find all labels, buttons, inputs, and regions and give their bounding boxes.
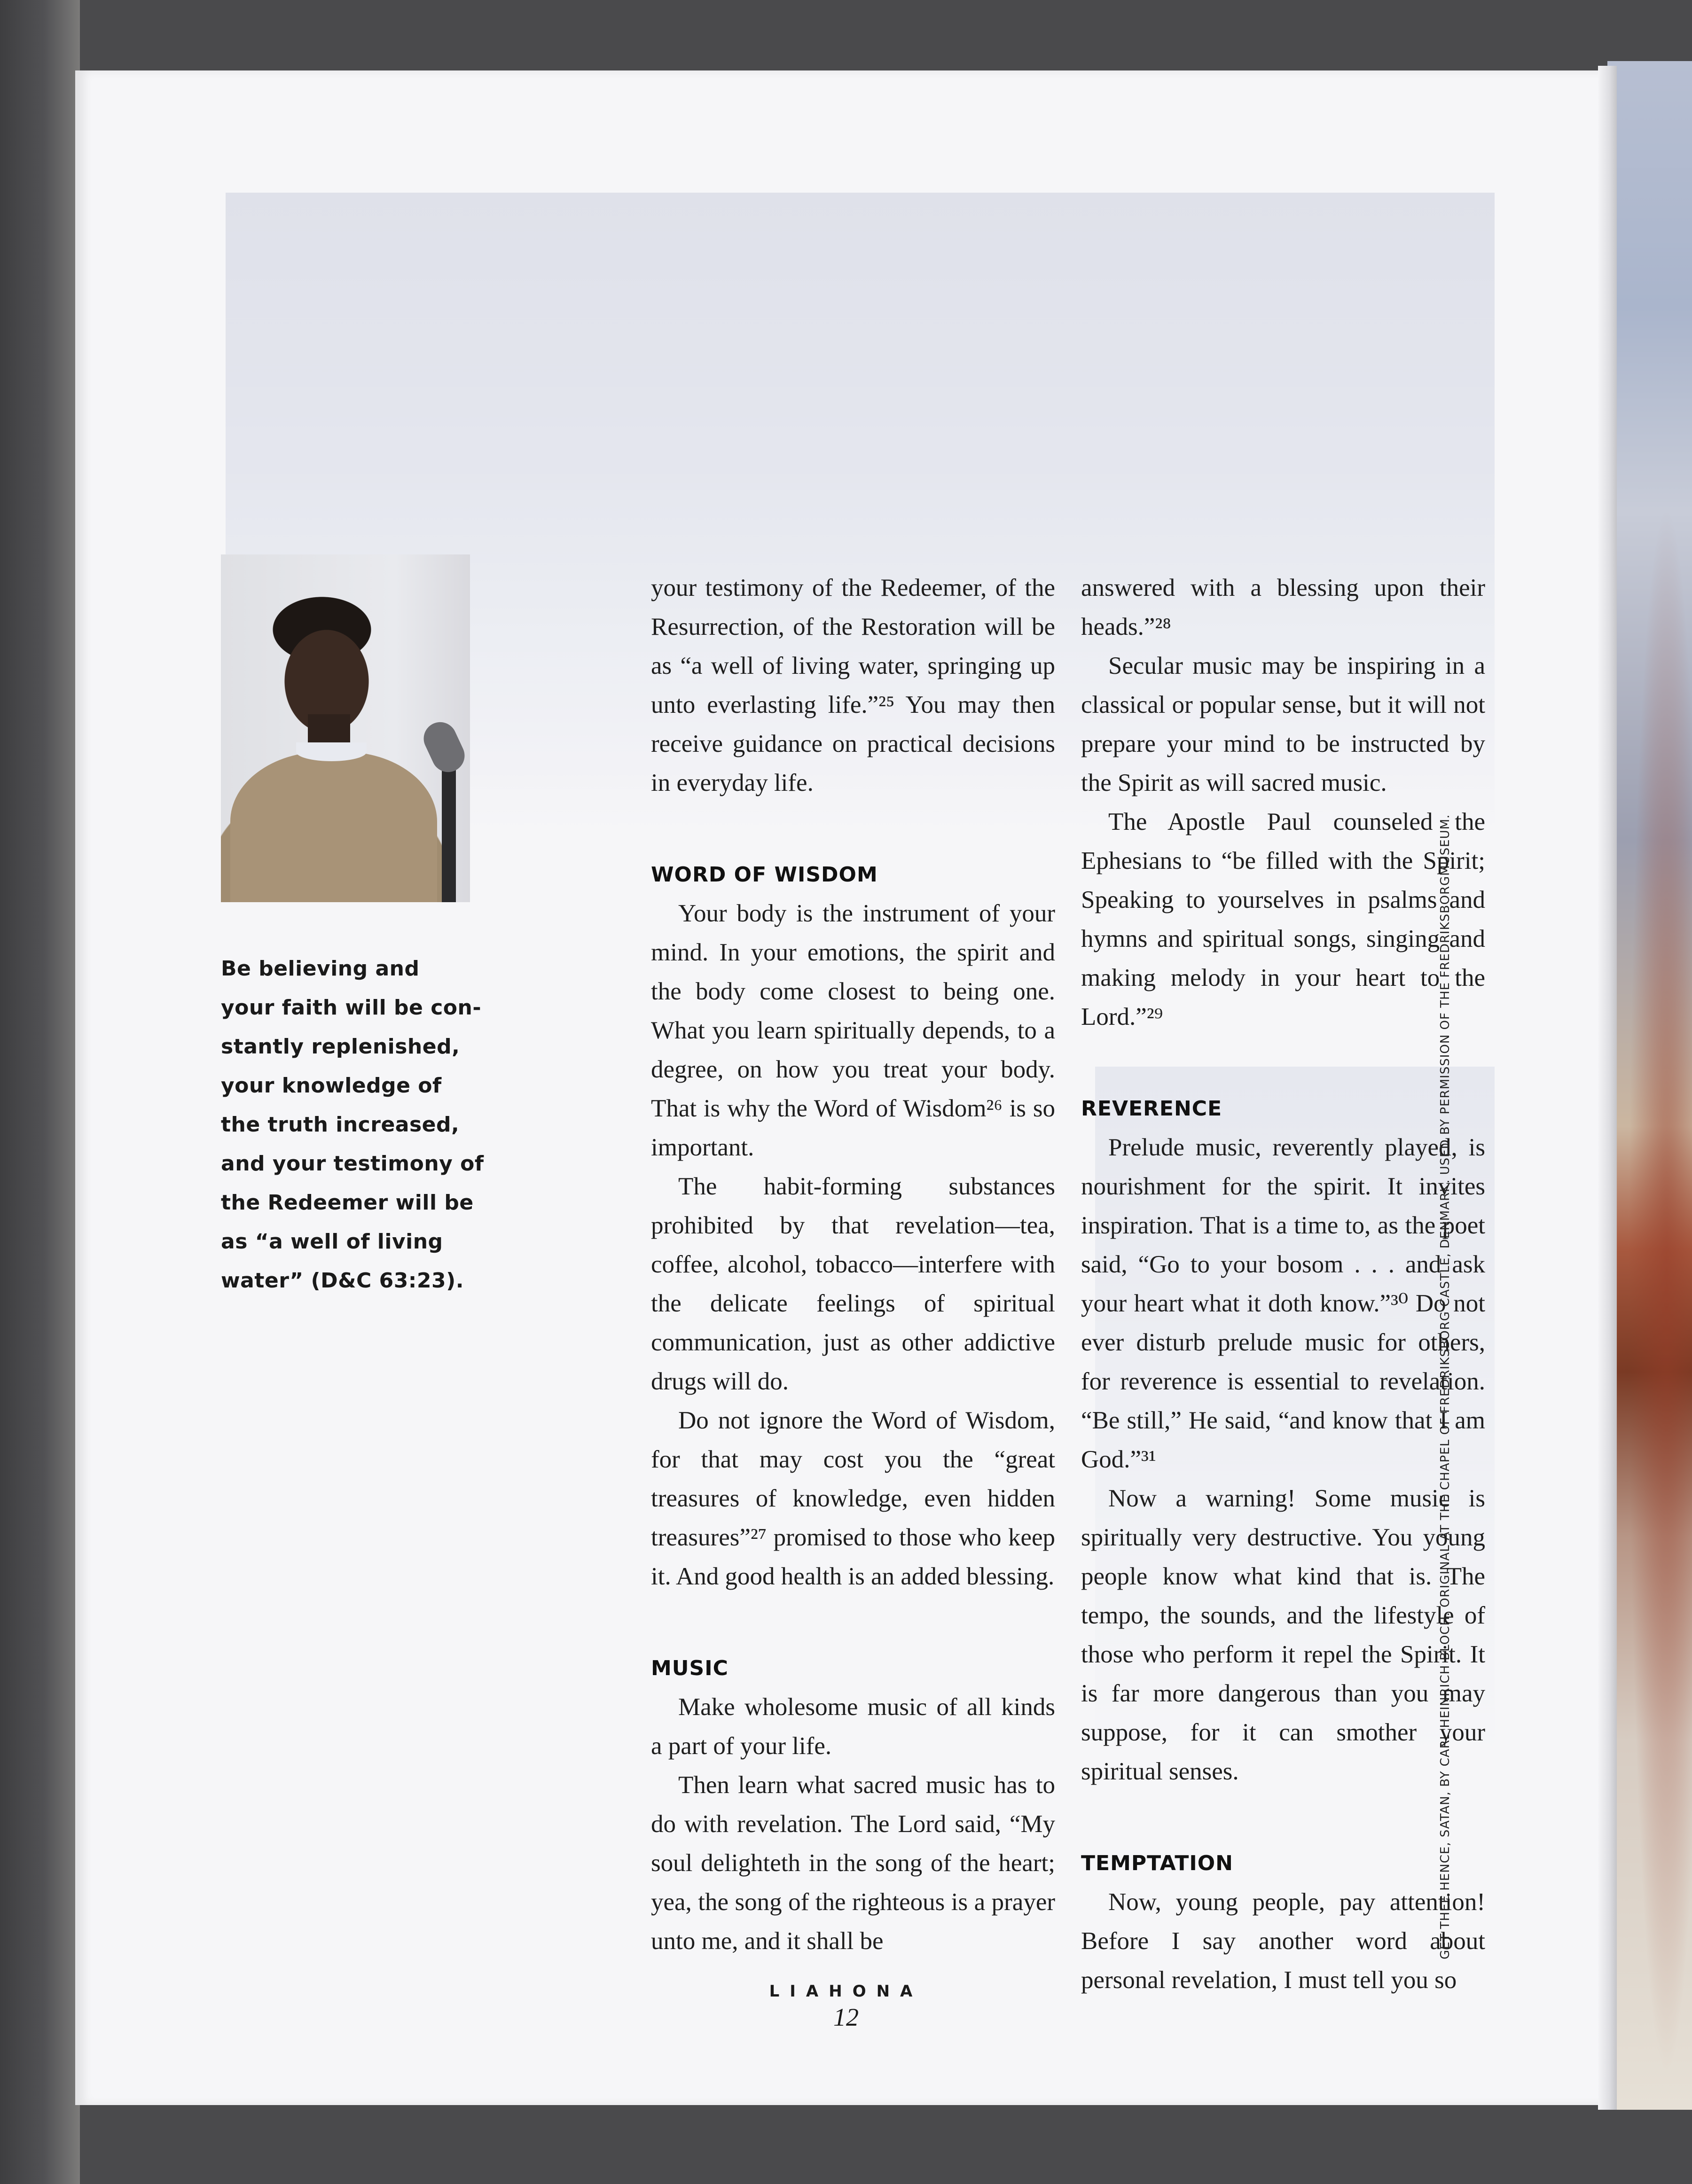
paragraph: Now, young people, pay attention! Before I say another word about personal revelation, I must tell you so [1081, 1888, 1485, 1994]
microphone-icon [418, 717, 470, 777]
section-heading-music: MUSIC [651, 1656, 728, 1680]
paragraph: The habit-forming substances prohibited by that revelation—tea, coffee, alcohol, tobacco—interfere with the delicate feelings of spiritual communication, just as other addictive drugs will do. [651, 1173, 1055, 1395]
art-credit: GET THEE HENCE, SATAN, BY CARL HEINRICH BLOCH. ORIGINAL AT THE CHAPEL OF FREDRIKSBORG CASTLE, DENMARK. USED BY PERMISSION OF THE FREDRIKSBORGMUSEUM. [1438, 814, 1452, 1959]
background-edge [0, 0, 80, 2184]
text-column-2 [1081, 569, 1485, 2000]
paragraph: Then learn what sacred music has to do with revelation. The Lord said, “My soul delighteth in the song of the heart; yea, the song of the righteous is a prayer unto me, and it shall be [651, 1771, 1055, 1955]
text-column-1 [651, 569, 1055, 1961]
facing-page-painting-tint [1607, 61, 1692, 2110]
page-number: 12 [833, 2003, 859, 2031]
photo-collar [296, 742, 367, 761]
paragraph: The Apostle Paul counseled the Ephesians to “be filled with the Spirit; Speaking to yourselves in psalms and hymns and spiritual songs, singing and making melody in your heart to the Lord.”²⁹ [1081, 808, 1485, 1030]
paragraph: Do not ignore the Word of Wisdom, for that may cost you the “great treasures of knowledge, even hidden treasures”²⁷ promised to those who keep it. And good health is an added blessing. [651, 1407, 1055, 1590]
photo-mic-stand [442, 757, 456, 902]
section-heading-reverence: REVERENCE [1081, 1097, 1222, 1121]
photo-caption: Be believing and your faith will be con- stantly replenished, your knowledge of the truth increased, and your testimony of the Redeemer will be as “a well of living water” (D&C 63:23). [221, 957, 484, 1293]
paragraph: Prelude music, reverently played, is nourishment for the spirit. It invites inspiration. That is a time to, as the poet said, “Go to your bosom . . . and ask your heart what it doth know.”³⁰ Do not ever disturb prelude music for others, for reverence is essential to revelation. “Be still,” He said, “and know that I am God.”³¹ [1081, 1134, 1485, 1473]
section-heading-temptation: TEMPTATION [1081, 1851, 1233, 1875]
page-fold [1598, 66, 1617, 2110]
speaker-photo [221, 554, 470, 902]
publication-title: LIAHONA [769, 1982, 923, 2001]
paragraph: your testimony of the Redeemer, of the Resurrection, of the Restoration will be as “a well of living water, springing up unto everlasting life.”²⁵ You may then receive guidance on practical decisions in everyday life. [651, 574, 1055, 796]
paragraph: Now a warning! Some music is spiritually very destructive. You young people know what kind that is. The tempo, the sounds, and the lifestyle of those who perform it repel the Spirit. It is far more dangerous than you may suppose, for it can smother your spiritual senses. [1081, 1485, 1485, 1785]
paragraph: Secular music may be inspiring in a classical or popular sense, but it will not prepare your mind to be instructed by the Spirit as will sacred music. [1081, 652, 1485, 796]
section-heading-word-of-wisdom: WORD OF WISDOM [651, 863, 878, 887]
paragraph: Your body is the instrument of your mind. In your emotions, the spirit and the body come closest to being one. What you learn spiritually depends, to a degree, on how you treat your body. That is why the Word of Wisdom²⁶ is so important. [651, 900, 1055, 1161]
paragraph: Make wholesome music of all kinds a part of your life. [651, 1693, 1055, 1760]
paragraph: answered with a blessing upon their heads.”²⁸ [1081, 574, 1485, 640]
photo-sweater [230, 752, 437, 902]
